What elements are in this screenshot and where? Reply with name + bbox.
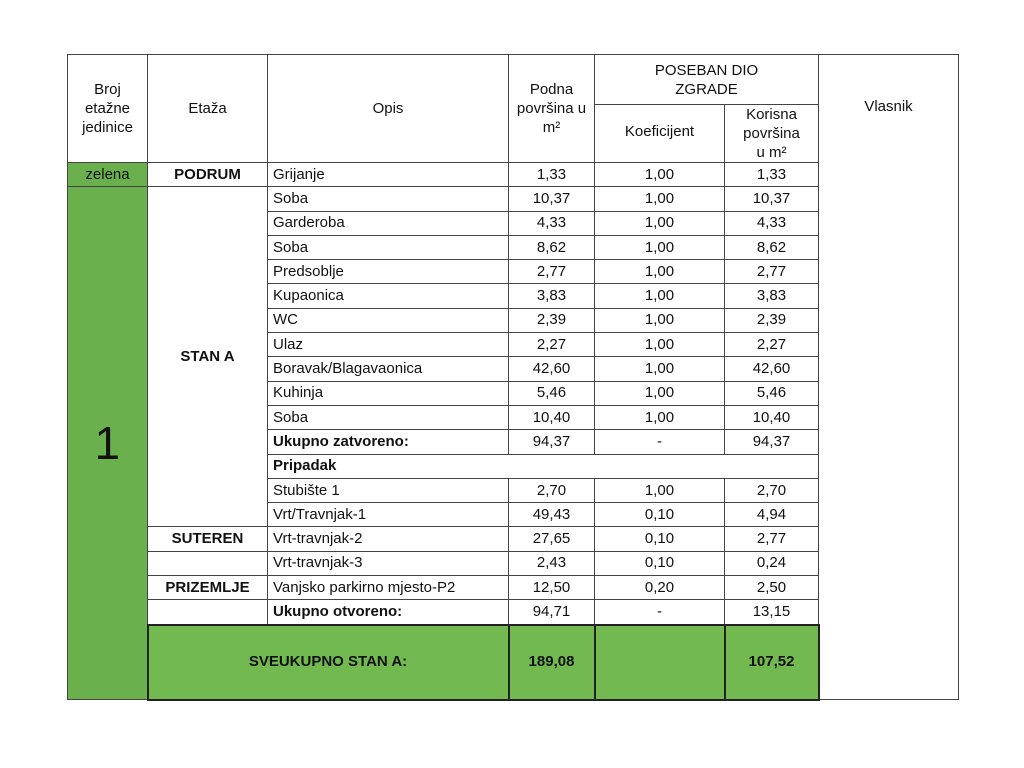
- row-koef: 0,10: [595, 503, 725, 527]
- floor-stan-a: STAN A: [148, 187, 268, 527]
- row-podna: 2,70: [509, 478, 595, 502]
- row-korisna: 5,46: [725, 381, 819, 405]
- row-opis: Ukupno zatvoreno:: [268, 430, 509, 454]
- row-korisna: 42,60: [725, 357, 819, 381]
- row-korisna: 10,40: [725, 405, 819, 429]
- row-koef: 1,00: [595, 187, 725, 211]
- floor-empty: [148, 551, 268, 575]
- row-korisna: 2,77: [725, 260, 819, 284]
- row-korisna: 2,77: [725, 527, 819, 551]
- row-opis: Stubište 1: [268, 478, 509, 502]
- row-koef: 1,00: [595, 284, 725, 308]
- row-koef: 0,10: [595, 527, 725, 551]
- row-opis: Predsoblje: [268, 260, 509, 284]
- total-label: SVEUKUPNO STAN A:: [148, 625, 509, 700]
- row-podna: 10,37: [509, 187, 595, 211]
- total-korisna: 107,52: [725, 625, 819, 700]
- row-korisna: 8,62: [725, 235, 819, 259]
- row-koef: 1,00: [595, 211, 725, 235]
- unit-color-label: zelena: [68, 163, 148, 187]
- row-podna: 2,77: [509, 260, 595, 284]
- row-opis: Ulaz: [268, 333, 509, 357]
- row-korisna: 2,50: [725, 576, 819, 600]
- row-podna: 4,33: [509, 211, 595, 235]
- floor-podrum: PODRUM: [148, 163, 268, 187]
- total-podna: 189,08: [509, 625, 595, 700]
- header-podna: Podna površina u m²: [509, 55, 595, 163]
- row-opis: Soba: [268, 235, 509, 259]
- row-opis: Vrt-travnjak-3: [268, 551, 509, 575]
- row-koef: -: [595, 430, 725, 454]
- row-podna: 49,43: [509, 503, 595, 527]
- row-koef: 1,00: [595, 478, 725, 502]
- row-podna: 2,27: [509, 333, 595, 357]
- row-koef: 1,00: [595, 260, 725, 284]
- row-opis: Vrt-travnjak-2: [268, 527, 509, 551]
- row-korisna: 1,33: [725, 163, 819, 187]
- header-broj: Broj etažne jedinice: [68, 55, 148, 163]
- floor-suteren: SUTEREN: [148, 527, 268, 551]
- header-poseban: POSEBAN DIO ZGRADE: [595, 55, 819, 105]
- row-podna: 94,71: [509, 600, 595, 625]
- row-opis: Vanjsko parkirno mjesto-P2: [268, 576, 509, 600]
- row-podna: 27,65: [509, 527, 595, 551]
- row-podna: 2,39: [509, 308, 595, 332]
- row-korisna: 3,83: [725, 284, 819, 308]
- row-koef: 0,10: [595, 551, 725, 575]
- row-korisna: 2,39: [725, 308, 819, 332]
- row-korisna: 10,37: [725, 187, 819, 211]
- row-koef: 1,00: [595, 235, 725, 259]
- row-opis: Kupaonica: [268, 284, 509, 308]
- row-korisna: 4,33: [725, 211, 819, 235]
- row-opis: WC: [268, 308, 509, 332]
- row-korisna: 13,15: [725, 600, 819, 625]
- header-koef: Koeficijent: [595, 105, 725, 163]
- row-podna: 5,46: [509, 381, 595, 405]
- row-koef: 1,00: [595, 163, 725, 187]
- table-row: [68, 163, 959, 187]
- row-opis: Ukupno otvoreno:: [268, 600, 509, 625]
- row-podna: 42,60: [509, 357, 595, 381]
- row-korisna: 2,70: [725, 478, 819, 502]
- row-korisna: 94,37: [725, 430, 819, 454]
- row-opis: Boravak/Blagavaonica: [268, 357, 509, 381]
- vlasnik-cell: [819, 163, 959, 700]
- row-koef: 1,00: [595, 308, 725, 332]
- row-podna: 12,50: [509, 576, 595, 600]
- floor-prizemlje: PRIZEMLJE: [148, 576, 268, 600]
- apartment-area-table: [67, 54, 959, 701]
- row-opis: Grijanje: [268, 163, 509, 187]
- unit-number: 1: [68, 187, 148, 700]
- row-podna: 8,62: [509, 235, 595, 259]
- row-koef: 1,00: [595, 357, 725, 381]
- header-etaza: Etaža: [148, 55, 268, 163]
- header-vlasnik: Vlasnik: [819, 55, 959, 163]
- row-korisna: 0,24: [725, 551, 819, 575]
- row-podna: 94,37: [509, 430, 595, 454]
- row-koef: -: [595, 600, 725, 625]
- total-koef: [595, 625, 725, 700]
- header-korisna: Korisna površina u m²: [725, 105, 819, 163]
- floor-empty: [148, 600, 268, 625]
- header-opis: Opis: [268, 55, 509, 163]
- row-opis: Garderoba: [268, 211, 509, 235]
- row-korisna: 2,27: [725, 333, 819, 357]
- row-koef: 0,20: [595, 576, 725, 600]
- row-opis: Vrt/Travnjak-1: [268, 503, 509, 527]
- row-podna: 1,33: [509, 163, 595, 187]
- row-podna: 2,43: [509, 551, 595, 575]
- row-opis: Soba: [268, 187, 509, 211]
- row-opis: Pripadak: [268, 454, 819, 478]
- row-korisna: 4,94: [725, 503, 819, 527]
- row-koef: 1,00: [595, 405, 725, 429]
- row-opis: Kuhinja: [268, 381, 509, 405]
- row-koef: 1,00: [595, 381, 725, 405]
- row-podna: 3,83: [509, 284, 595, 308]
- row-koef: 1,00: [595, 333, 725, 357]
- row-opis: Soba: [268, 405, 509, 429]
- row-podna: 10,40: [509, 405, 595, 429]
